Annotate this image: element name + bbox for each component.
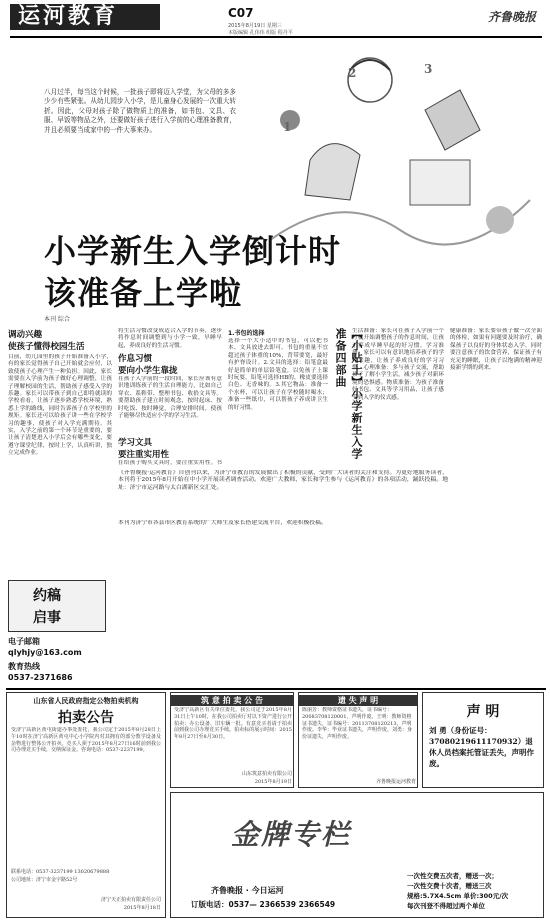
col2-text-a: 将生活习惯改变成适合入学的节奏，逐步将作息时间调整到与小学一致，早睡早起，养成良好的生活习惯。 [118, 328, 222, 349]
lost-text: 陈丽芳：教师资格证书遗失，证书编号：20083708120001，声明作废。王明：教师资格证书遗失，证书编号：20113708120213，声明作废。李华：毕业证书遗失，声明作废。刘勇：身份证遗失，声明作废。 [302, 707, 413, 741]
lost-title: 遗 失 声 明 [299, 695, 417, 706]
header-rule [10, 36, 542, 38]
tips-sidebar-title: 【小贴士】小学新生入学准备四部曲 [334, 328, 363, 460]
intro-text: 八月过半，每当这个时候，一批孩子即将迈入学堂，为父母的多多少少有些紧张。从幼儿园步入小学，是儿童身心发展的一次重大转折。因此，父母对孩子除了做物质上的准备，如书包、文具、衣服、早饭等物品之外，还要做好孩子进行入学前的心理准备教育，并且必须要当成家中的一件大事来办。 [44, 88, 236, 134]
golden-column-sub2: 订版电话：0537— 2366539 2366549 [191, 900, 336, 909]
col2-heading-2: 学习文具 [118, 438, 153, 448]
offer-1: 一次性交费五次者，赠送一次； [407, 872, 498, 880]
email-label: 电子邮箱 [8, 637, 40, 646]
contact-title-1: 约稿 [33, 588, 61, 604]
contact-title-2: 启事 [33, 610, 61, 626]
col2-subheading-2: 要注重实用性 [118, 450, 170, 460]
chouzhan-title: 筑 意 拍 卖 公 告 [171, 695, 293, 706]
golden-column-logo: 金牌专栏 [231, 818, 352, 851]
golden-column-ad [170, 792, 544, 918]
email-value[interactable]: qlyhjy@163.com [8, 648, 82, 657]
col1-heading: 调动兴趣 [8, 330, 43, 340]
editor-line: 本版编辑 孔伟伟 组版 程丹平 [228, 30, 293, 36]
auction-date: 2015年8月18日 [123, 905, 161, 911]
ads-divider [6, 688, 546, 690]
contact-box [8, 580, 106, 632]
phone-label: 教育热线 [8, 662, 40, 671]
col2-text-b: 在孩子入学前的一段时间，家长应该有意识地训练孩子的生活自理能力，比如自己穿衣、系鞋带、整理书包、收拾文具等。要帮助孩子建立时间观念，按时起床、按时吃饭、按时睡觉，合理安排时间，使孩子能够尽快适应小学的学习生活。 [118, 376, 222, 420]
auction-ad [6, 692, 166, 918]
doodle-art [270, 58, 530, 245]
col2-text-c: 在给孩子购买文具时，要注重实用性。书 [118, 460, 222, 466]
col5-text: 健康准备：家长要带孩子做一次全面的体检，如果有问题要及时治疗，确保孩子以良好的身体状态入学。同时要注意孩子的饮食营养，保证孩子有充足的睡眠，让孩子以饱满的精神迎接新学期的到来。 [450, 328, 542, 372]
auction-address: 公司地址：济宁市金宇路52号 [11, 877, 78, 883]
notice-text: 《齐鲁晚报·运河教育》自创刊以来，为济宁市教育的发展做出了积极的贡献，受到广大读者的关注和支持。为更好地服务读者，本刊将于2015年8月开始在中小学开展读者调查活动。欢迎广大教师、家长和学生参与《运河教育》的各项活动，踊跃投稿。地址：济宁市运河路与太白湖新区交汇处。 [118, 470, 448, 491]
auction-org: 山东省人民政府指定公物拍卖机构 [33, 697, 139, 705]
golden-column-sub1: 齐鲁晚报 · 今日运河 [211, 886, 284, 895]
col3-text: 选择一个大小适中的书包，可以把书本、文具放进去即可。书包的重量不宜超过孩子体重的10%，背带要宽，最好有护脊设计。2.文具的选择：铅笔盒最好是简单的单层铅笔盒，以免孩子上课时玩耍。铅笔可选择HB的，橡皮要选择白色、无香味的。3.其它物品：准备一个水杯，可以让孩子在学校随时喝水；准备一些纸巾，可以帮孩子养成讲卫生的好习惯。 [228, 338, 328, 411]
chouzhan-text: 受济宁高新区有关单位委托，我公司定于2015年8月31日上午10时，在我公司拍卖厅对以下资产进行公开拍卖：办公设备、旧车辆一批。有意竞买者请于拍卖前到我公司办理竞买手续。拍卖标的展示时间：2015年8月27日至8月30日。 [174, 707, 292, 741]
paper-logo: 齐鲁晚报 [488, 10, 537, 24]
feature-title-line1: 小学新生入学倒计时 [44, 232, 342, 270]
chouzhan-company: 山东筑意拍卖有限公司 [241, 771, 292, 777]
section-logo: 运河教育 [10, 4, 160, 30]
art-number-3: 3 [424, 62, 433, 76]
feature-title-line2: 该准备上学啦 [44, 274, 243, 312]
auction-contact: 联系电话：0537-3237199 13020679888 [11, 869, 110, 875]
limit-note: 每次刊登不得超过两个单位 [407, 902, 485, 910]
col2-subheading-1: 要向小学生靠拢 [118, 366, 178, 376]
size-price: 规格:5.7X4.5cm 单价:300元/次 [407, 892, 509, 900]
art-number-2: 2 [348, 66, 357, 80]
chouzhan-ad [170, 692, 294, 788]
lost-notice-ad [298, 692, 418, 788]
notice-subtext: 本刊为济宁市各县市区教育系统的广大师生及家长搭建交流平台，欢迎积极投稿。 [118, 520, 327, 526]
auction-text: 受济宁高新区黄屯街道办事处委托，我公司定于2015年8月28日上午10时在济宁高新区黄屯中心小学院内对其拥有的部分教学设备及杂物进行整体公开拍卖。竞买人须于2015年8月27日16时前到我公司办理竞买手续，交纳保证金。咨询电话：0537-2237199。 [11, 727, 161, 754]
statement-text: 刘 勇（身份证号：37080219611170932）退休人员档案托管证丢失，声明作废。 [429, 726, 534, 768]
auction-title: 拍卖公告 [58, 710, 114, 726]
lost-company: 齐鲁晚报运河教育 [375, 779, 416, 785]
col1-subheading: 使孩子懂得校园生活 [8, 342, 85, 352]
auction-company: 济宁天正拍卖有限责任公司 [100, 897, 161, 903]
col1-text: 目前，幼儿园里的孩子开始准备入小学，有的家长觉得孩子自己开始就会应付，以致使孩子心理产生一种负担。因此，家长需要在入学前为孩子做好心理调整，让孩子理解校园的生活，帮助孩子感受入学的乐趣。家长可以带孩子到自己即将就读的学校看看，让孩子逐步熟悉学校环境，熟悉上学的路线，同时告诉孩子在学校里的规矩。家长还可以给孩子讲一些在学校学习的趣事，使孩子对入学充满期待。其实，入学之前的第一个环节是重要的，要让孩子清楚进入小学后会有哪些变化，要遵守课堂纪律，按时上学，认真听讲，独立完成作业。 [8, 354, 112, 457]
col4-text: 生活准备：家长可在孩子入学前一个月就开始调整孩子的作息时间，让孩子养成早睡早起的好习惯。学习准备：家长可以有意识地培养孩子的学习兴趣，让孩子养成良好的学习习惯。心理准备：多与孩子交流，帮助孩子了解小学生活，减少孩子对新环境的恐惧感。物质准备：为孩子准备好书包、文具等学习用品，让孩子感受到入学的仪式感。 [352, 328, 444, 401]
page-code: C07 [228, 6, 254, 20]
phone-value: 0537-2371686 [8, 673, 73, 682]
date-line: 2015年8月19日 星期三 [228, 23, 282, 29]
col2-heading-1: 作息习惯 [118, 354, 153, 364]
offer-2: 一次性交费十次者，赠送三次 [407, 882, 492, 890]
art-number-1: 1 [283, 120, 292, 134]
statement-title: 声 明 [466, 704, 500, 720]
col3-heading: 1.书包的选择 [228, 330, 265, 337]
statement-ad [422, 692, 544, 788]
chouzhan-date: 2015年8月19日 [254, 779, 292, 785]
byline: 本刊 综合 [44, 316, 70, 323]
